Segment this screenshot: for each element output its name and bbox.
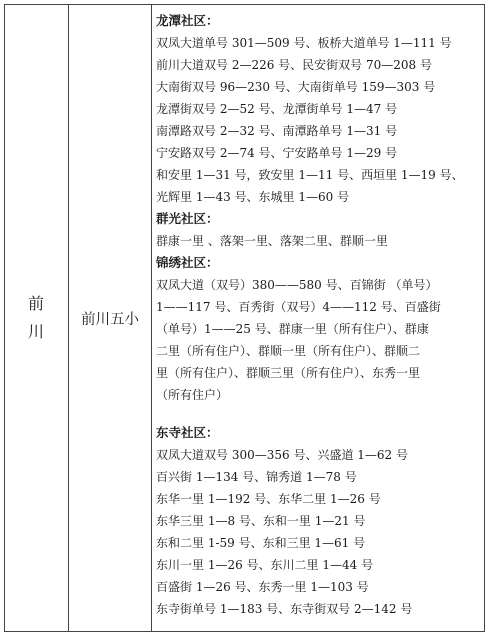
address-line: 双凤大道单号 301—509 号、板桥大道单号 1—111 号 [156, 36, 452, 50]
address-line: 百兴街 1—134 号、锦秀道 1—78 号 [156, 470, 357, 484]
school-cell [68, 4, 152, 632]
district-name: 前川 [27, 294, 44, 341]
address-line: 东和二里 1-59 号、东和三里 1—61 号 [156, 536, 366, 550]
address-line: 大南街双号 96—230 号、大南街单号 159—303 号 [156, 80, 436, 94]
address-line: 百盛街 1—26 号、东秀一里 1—103 号 [156, 580, 369, 594]
address-line: 1——117 号、百秀街（双号）4——112 号、百盛街 [156, 300, 441, 314]
address-line: 二里（所有住户）、群顺一里（所有住户）、群顺二 [156, 344, 421, 358]
address-line: （所有住户） [156, 388, 229, 402]
address-line: 光辉里 1—43 号、东城里 1—60 号 [156, 190, 350, 204]
address-line: 龙潭街双号 2—52 号、龙潭街单号 1—47 号 [156, 102, 398, 116]
address-line: 东华一里 1—192 号、东华二里 1—26 号 [156, 492, 381, 506]
address-line: 里（所有住户）、群顺三里（所有住户）、东秀一里 [156, 366, 421, 380]
address-line: 前川大道双号 2—226 号、民安街双号 70—208 号 [156, 58, 432, 72]
address-cell [156, 10, 481, 620]
address-line: 双凤大道双号 300—356 号、兴盛道 1—62 号 [156, 448, 408, 462]
community-heading: 龙潭社区： [156, 13, 219, 28]
table-right-border [484, 4, 485, 632]
school-name: 前川五小 [81, 311, 139, 328]
address-line: 东川一里 1—26 号、东川二里 1—44 号 [156, 558, 374, 572]
address-line: 宁安路双号 2—74 号、宁安路单号 1—29 号 [156, 146, 398, 160]
address-line: （单号）1——25 号、群康一里（所有住户）、群康 [156, 322, 429, 336]
address-line: 和安里 1—31 号，致安里 1—11 号、西垣里 1—19 号、 [156, 168, 464, 182]
community-heading: 群光社区： [156, 211, 219, 226]
address-line: 双凤大道（双号）380——580 号、百锦街 （单号） [156, 278, 438, 292]
spacer [156, 406, 481, 422]
address-line: 东寺街单号 1—183 号、东寺街双号 2—142 号 [156, 602, 413, 616]
district-cell [4, 4, 68, 632]
community-heading: 东寺社区： [156, 425, 219, 440]
community-heading: 锦绣社区： [156, 255, 219, 270]
school-district-table [4, 4, 485, 632]
address-line: 东华三里 1—8 号、东和一里 1—21 号 [156, 514, 366, 528]
address-line: 南潭路双号 2—32 号、南潭路单号 1—31 号 [156, 124, 398, 138]
address-line: 群康一里 、落架一里、落架二里、群顺一里 [156, 234, 388, 248]
